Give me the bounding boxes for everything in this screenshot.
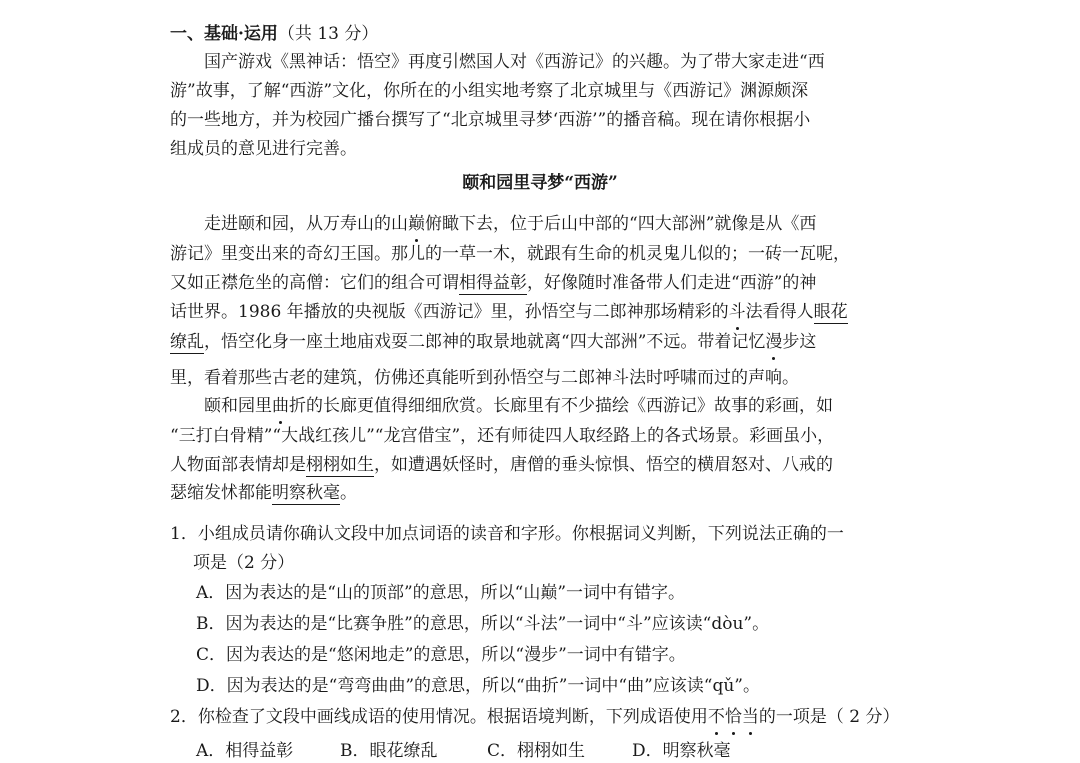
underlined-idiom: 明察秋毫 [272,483,340,503]
section-heading [170,22,378,46]
article-line: 颐和园里曲折的长廊更值得细细欣赏。长廊里有不少描绘《西游记》故事的彩画，如 [204,396,833,416]
section-title: 一、基础·运用 [170,24,278,44]
intro-line: 组成员的意见进行完善。 [170,139,357,159]
underlined-idiom: 眼花 [813,302,848,322]
question-2-option[interactable]: D．明察秋毫 [632,741,731,761]
dotted-char: 漫 [765,332,783,352]
dotted-char: 巅 [408,214,425,234]
question-2-option[interactable]: C．栩栩如生 [487,741,586,761]
article-line: 走进颐和园，从万寿山的山巅俯瞰下去，位于后山中部的“四大部洲”就像是从《西 [204,214,817,234]
intro-line: 游”故事，了解“西游”文化，你所在的小组实地考察了北京城里与《西游记》渊源颇深 [170,81,809,101]
question-1-option[interactable]: D．因为表达的是“弯弯曲曲”的意思，所以“曲折”一词中“曲”应该读“qǔ”。 [196,676,760,696]
dotted-char: 不 [707,707,725,727]
article-line: 话世界。1986 年播放的央视版《西游记》里，孙悟空与二郎神那场精彩的斗法看得人眼花 [170,302,848,322]
question-1-stem: 1．小组成员请你确认文段中加点词语的读音和字形。你根据词义判断，下列说法正确的一 [170,524,844,544]
intro-line: 的一些地方，并为校园广播台撰写了“北京城里寻梦‘西游’”的播音稿。现在请你根据小 [170,110,811,130]
dotted-char: 斗 [728,302,746,322]
underlined-idiom: 缭乱 [170,332,204,352]
section-points: （共 13 分） [277,24,379,44]
question-2-stem: 2．你检查了文段中画线成语的使用情况。根据语境判断，下列成语使用不恰当的一项是（ 2 分） [170,707,900,727]
dotted-char: 恰 [724,707,742,727]
dotted-char: 曲 [272,396,289,416]
article-line: 里，看着那些古老的建筑，仿佛还真能听到孙悟空与二郎神斗法时呼啸而过的声响。 [170,368,799,388]
question-1-option[interactable]: B．因为表达的是“比赛争胜”的意思，所以“斗法”一词中“斗”应该读“dòu”。 [196,614,770,634]
dotted-char: 当 [741,707,759,727]
underlined-idiom: 栩栩如生 [306,455,374,475]
article-line: 人物面部表情却是栩栩如生，如遭遇妖怪时，唐僧的垂头惊惧、悟空的横眉怒对、八戒的 [170,455,833,475]
question-1-stem: 项是（2 分） [193,553,295,573]
question-1-option[interactable]: A．因为表达的是“山的顶部”的意思，所以“山巅”一词中有错字。 [196,583,686,603]
article-title: 颐和园里寻梦“西游” [462,173,618,193]
article-line: 又如正襟危坐的高僧：它们的组合可谓相得益彰，好像随时准备带人们走进“西游”的神 [170,273,817,293]
question-2-option[interactable]: B．眼花缭乱 [340,741,438,761]
article-line: 瑟缩发怵都能明察秋毫。 [170,483,357,503]
question-1-option[interactable]: C．因为表达的是“悠闲地走”的意思，所以“漫步”一词中有错字。 [196,645,686,665]
intro-line: 国产游戏《黑神话：悟空》再度引燃国人对《西游记》的兴趣。为了带大家走进“西 [204,52,825,72]
article-line: 缭乱，悟空化身一座土地庙戏耍二郎神的取景地就离“四大部洲”不远。带着记忆漫步这 [170,332,817,352]
underlined-idiom: 相得益彰 [459,273,527,293]
article-line: 游记》里变出来的奇幻王国。那儿的一草一木，就跟有生命的机灵鬼儿似的；一砖一瓦呢， [170,244,850,264]
question-2-option[interactable]: A．相得益彰 [196,741,294,761]
article-line: “三打白骨精”“大战红孩儿”“龙宫借宝”，还有师徒四人取经路上的各式场景。彩画虽小， [170,426,835,446]
